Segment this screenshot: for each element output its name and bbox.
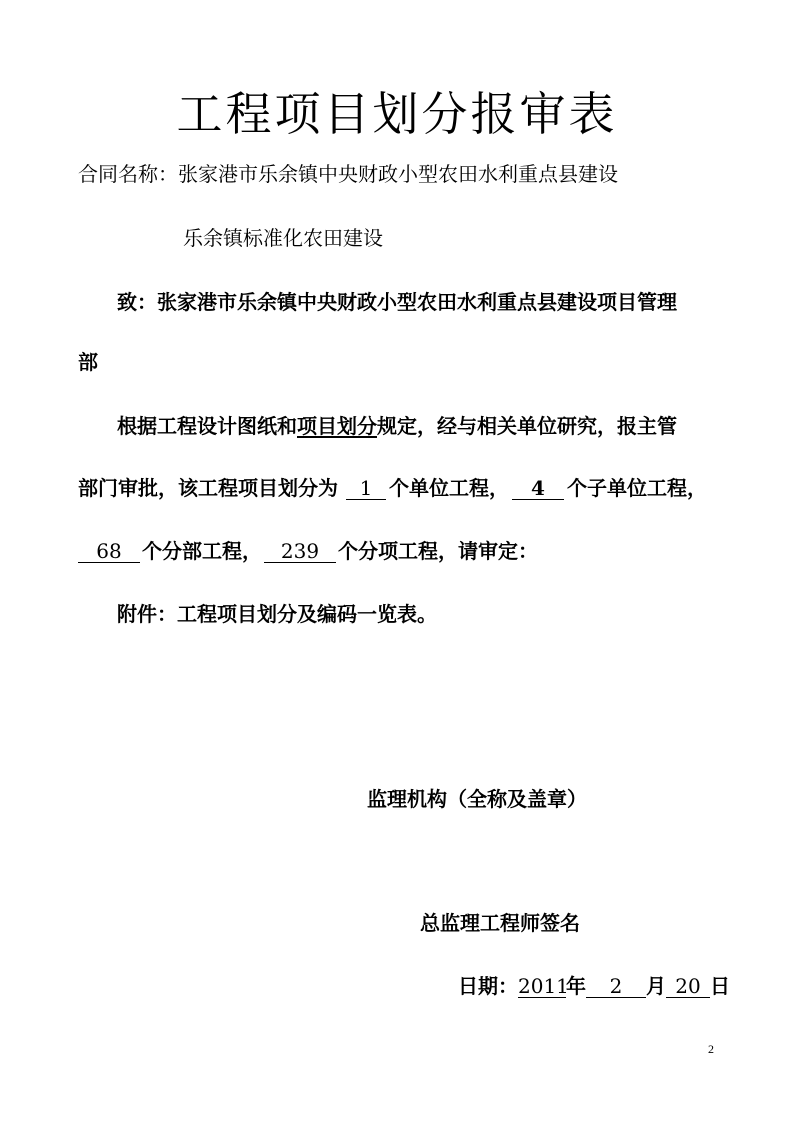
addressee-line2: 部 xyxy=(78,350,98,374)
body-text: 部门审批，该工程项目划分为 xyxy=(78,476,338,500)
month-unit: 月 xyxy=(646,974,666,998)
subunit-count-value: 4 xyxy=(531,476,545,500)
subunit-count-field xyxy=(512,477,564,500)
attachment-line: 附件：工程项目划分及编码一览表。 xyxy=(117,602,437,626)
body-text: 根据工程设计图纸和 xyxy=(117,414,297,438)
year-unit: 年 xyxy=(566,974,586,998)
body-text: 规定，经与相关单位研究，报主管 xyxy=(377,414,677,438)
underlined-term: 项目划分 xyxy=(297,414,377,438)
division-count-field: 68 xyxy=(78,540,140,563)
date-line xyxy=(458,970,730,999)
date-label: 日期： xyxy=(458,974,518,998)
contract-name-line1 xyxy=(78,158,618,187)
body-paragraph-line3 xyxy=(78,535,538,564)
supervisor-label: 监理机构（全称及盖章） xyxy=(367,787,587,811)
date-year-field: 2011 xyxy=(518,974,569,998)
chief-engineer-signature-label: 总监理工程师签名 xyxy=(420,911,580,935)
document-title: 工程项目划分报审表 xyxy=(176,87,618,141)
addressee-line1: 致：张家港市乐余镇中央财政小型农田水利重点县建设项目管理 xyxy=(117,290,677,314)
body-text: 个分项工程，请审定： xyxy=(338,539,538,563)
date-day-field: 20 xyxy=(666,975,710,998)
body-text: 个分部工程， xyxy=(142,539,262,563)
page-number: 2 xyxy=(708,1042,714,1056)
contract-name-line2: 乐余镇标准化农田建设 xyxy=(183,226,383,250)
body-paragraph-line1 xyxy=(117,410,677,439)
body-text: 个单位工程， xyxy=(389,476,509,500)
item-count-field: 239 xyxy=(264,540,336,563)
contract-name: 张家港市乐余镇中央财政小型农田水利重点县建设 xyxy=(178,162,618,186)
unit-count-field: 1 xyxy=(346,477,386,500)
day-unit: 日 xyxy=(710,974,730,998)
contract-label: 合同名称： xyxy=(78,162,178,186)
date-month-field: 2 xyxy=(586,975,646,998)
body-text: 个子单位工程， xyxy=(567,476,707,500)
body-paragraph-line2 xyxy=(78,472,707,501)
